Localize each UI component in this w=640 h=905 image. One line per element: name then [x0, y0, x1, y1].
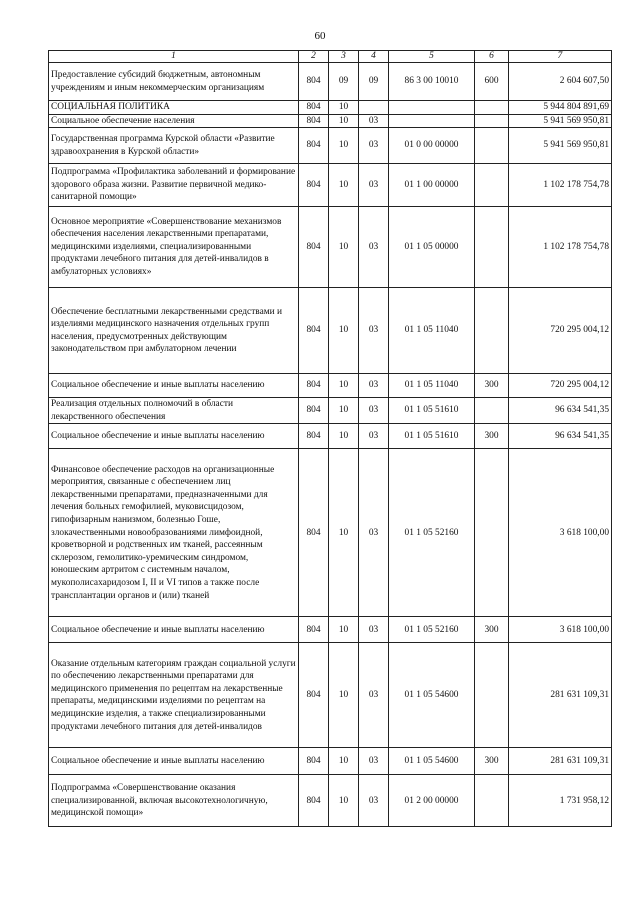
table-row	[49, 748, 612, 775]
row-expense-type: 300	[475, 748, 509, 775]
row-section: 10	[329, 617, 359, 643]
row-expense-type	[475, 164, 509, 207]
row-section: 09	[329, 63, 359, 101]
row-section: 10	[329, 164, 359, 207]
row-target-article: 01 1 05 54600	[389, 748, 475, 775]
row-grbs: 804	[299, 63, 329, 101]
row-target-article: 01 1 05 00000	[389, 207, 475, 288]
row-section: 10	[329, 207, 359, 288]
row-section: 10	[329, 128, 359, 164]
row-amount: 720 295 004,12	[509, 374, 612, 398]
table-row	[49, 398, 612, 424]
table-row	[49, 424, 612, 449]
row-grbs: 804	[299, 164, 329, 207]
row-name: СОЦИАЛЬНАЯ ПОЛИТИКА	[49, 101, 299, 115]
row-amount: 3 618 100,00	[509, 617, 612, 643]
row-subsection: 03	[359, 449, 389, 617]
row-target-article: 01 1 05 11040	[389, 288, 475, 374]
row-amount: 281 631 109,31	[509, 643, 612, 748]
row-grbs: 804	[299, 775, 329, 827]
row-target-article: 01 0 00 00000	[389, 128, 475, 164]
row-amount: 3 618 100,00	[509, 449, 612, 617]
row-amount: 720 295 004,12	[509, 288, 612, 374]
header-row	[49, 51, 612, 63]
row-grbs: 804	[299, 114, 329, 128]
row-name: Социальное обеспечение и иные выплаты населению	[49, 424, 299, 449]
row-name: Предоставление субсидий бюджетным, автономным учреждениям и иным некоммерческим организациям	[49, 63, 299, 101]
table-row	[49, 128, 612, 164]
row-subsection: 03	[359, 288, 389, 374]
row-grbs: 804	[299, 449, 329, 617]
header-col-6: 6	[475, 51, 509, 63]
row-expense-type	[475, 288, 509, 374]
row-subsection: 09	[359, 63, 389, 101]
row-grbs: 804	[299, 643, 329, 748]
header-col-4: 4	[359, 51, 389, 63]
table-row	[49, 114, 612, 128]
row-target-article: 01 1 05 54600	[389, 643, 475, 748]
row-section: 10	[329, 398, 359, 424]
row-section: 10	[329, 288, 359, 374]
header-col-3: 3	[329, 51, 359, 63]
row-target-article: 86 3 00 10010	[389, 63, 475, 101]
budget-table	[48, 50, 612, 827]
row-amount: 1 102 178 754,78	[509, 207, 612, 288]
row-amount: 5 941 569 950,81	[509, 114, 612, 128]
row-grbs: 804	[299, 288, 329, 374]
row-grbs: 804	[299, 374, 329, 398]
row-name: Социальное обеспечение населения	[49, 114, 299, 128]
table-row	[49, 449, 612, 617]
row-subsection: 03	[359, 643, 389, 748]
row-target-article	[389, 101, 475, 115]
row-target-article: 01 1 05 11040	[389, 374, 475, 398]
row-grbs: 804	[299, 398, 329, 424]
row-expense-type	[475, 449, 509, 617]
row-grbs: 804	[299, 748, 329, 775]
row-expense-type: 300	[475, 617, 509, 643]
row-expense-type: 600	[475, 63, 509, 101]
row-section: 10	[329, 449, 359, 617]
row-subsection: 03	[359, 398, 389, 424]
row-grbs: 804	[299, 617, 329, 643]
row-name: Оказание отдельным категориям граждан социальной услуги по обеспечению лекарственными препаратами для медицинского применения по рецептам на лекарственные препараты, медицинскими изделиями по рецептам на медицинские изделия, а также специализированными продуктами лечебного питания для детей-инвалидов	[49, 643, 299, 748]
row-section: 10	[329, 775, 359, 827]
row-target-article: 01 1 00 00000	[389, 164, 475, 207]
row-subsection: 03	[359, 424, 389, 449]
row-section: 10	[329, 374, 359, 398]
table-row	[49, 101, 612, 115]
row-subsection: 03	[359, 114, 389, 128]
row-amount: 2 604 607,50	[509, 63, 612, 101]
row-amount: 96 634 541,35	[509, 424, 612, 449]
row-grbs: 804	[299, 424, 329, 449]
row-subsection: 03	[359, 748, 389, 775]
row-subsection: 03	[359, 775, 389, 827]
row-section: 10	[329, 114, 359, 128]
row-expense-type: 300	[475, 424, 509, 449]
table-row	[49, 617, 612, 643]
row-section: 10	[329, 748, 359, 775]
row-expense-type	[475, 398, 509, 424]
row-target-article: 01 1 05 52160	[389, 617, 475, 643]
row-subsection: 03	[359, 164, 389, 207]
row-amount: 1 731 958,12	[509, 775, 612, 827]
row-subsection: 03	[359, 374, 389, 398]
row-name: Финансовое обеспечение расходов на организационные мероприятия, связанные с обеспечением лиц лекарственными препаратами, предназначенными для лечения больных гемофилией, муковисцидозом, гипофизарным нанизмом, болезнью Гоше, злокачественными новообразованиями лимфоидной, кроветворной и родственных им тканей, рассеянным склерозом, гемолитико-уремическим синдромом, юношеским артритом с системным началом, мукополисахаридозом I, II и VI типов а также после трансплантации органов и (или) тканей	[49, 449, 299, 617]
row-target-article: 01 2 00 00000	[389, 775, 475, 827]
row-subsection: 03	[359, 617, 389, 643]
row-expense-type	[475, 775, 509, 827]
row-target-article: 01 1 05 52160	[389, 449, 475, 617]
header-col-5: 5	[389, 51, 475, 63]
row-expense-type	[475, 643, 509, 748]
header-col-2: 2	[299, 51, 329, 63]
row-subsection: 03	[359, 128, 389, 164]
row-name: Социальное обеспечение и иные выплаты населению	[49, 374, 299, 398]
table-row	[49, 164, 612, 207]
row-section: 10	[329, 424, 359, 449]
row-name: Основное мероприятие «Совершенствование механизмов обеспечения населения лекарственными препаратами, медицинскими изделиями, специализированными продуктами лечебного питания для детей-инвалидов в амбулаторных условиях»	[49, 207, 299, 288]
page-number: 60	[314, 30, 326, 42]
row-amount: 1 102 178 754,78	[509, 164, 612, 207]
row-name: Подпрограмма «Совершенствование оказания специализированной, включая высокотехнологичную, медицинской помощи»	[49, 775, 299, 827]
row-name: Социальное обеспечение и иные выплаты населению	[49, 617, 299, 643]
table-row	[49, 374, 612, 398]
row-amount: 281 631 109,31	[509, 748, 612, 775]
row-name: Социальное обеспечение и иные выплаты населению	[49, 748, 299, 775]
row-expense-type: 300	[475, 374, 509, 398]
row-grbs: 804	[299, 207, 329, 288]
table-row	[49, 288, 612, 374]
header-col-1: 1	[49, 51, 299, 63]
row-amount: 5 944 804 891,69	[509, 101, 612, 115]
row-target-article: 01 1 05 51610	[389, 398, 475, 424]
row-name: Подпрограмма «Профилактика заболеваний и формирование здорового образа жизни. Развитие первичной медико-санитарной помощи»	[49, 164, 299, 207]
row-grbs: 804	[299, 101, 329, 115]
row-expense-type	[475, 128, 509, 164]
row-expense-type	[475, 207, 509, 288]
row-target-article: 01 1 05 51610	[389, 424, 475, 449]
row-section: 10	[329, 643, 359, 748]
table-row	[49, 775, 612, 827]
table-row	[49, 207, 612, 288]
row-amount: 96 634 541,35	[509, 398, 612, 424]
header-col-7: 7	[509, 51, 612, 63]
row-grbs: 804	[299, 128, 329, 164]
row-expense-type	[475, 101, 509, 115]
row-subsection: 03	[359, 207, 389, 288]
table-row	[49, 643, 612, 748]
row-name: Реализация отдельных полномочий в области лекарственного обеспечения	[49, 398, 299, 424]
row-name: Обеспечение бесплатными лекарственными средствами и изделиями медицинского назначения отдельных групп населения, предусмотренных действующим законодательством при амбулаторном лечении	[49, 288, 299, 374]
row-expense-type	[475, 114, 509, 128]
row-subsection	[359, 101, 389, 115]
row-section: 10	[329, 101, 359, 115]
table-row	[49, 63, 612, 101]
row-amount: 5 941 569 950,81	[509, 128, 612, 164]
row-target-article	[389, 114, 475, 128]
row-name: Государственная программа Курской области «Развитие здравоохранения в Курской области»	[49, 128, 299, 164]
